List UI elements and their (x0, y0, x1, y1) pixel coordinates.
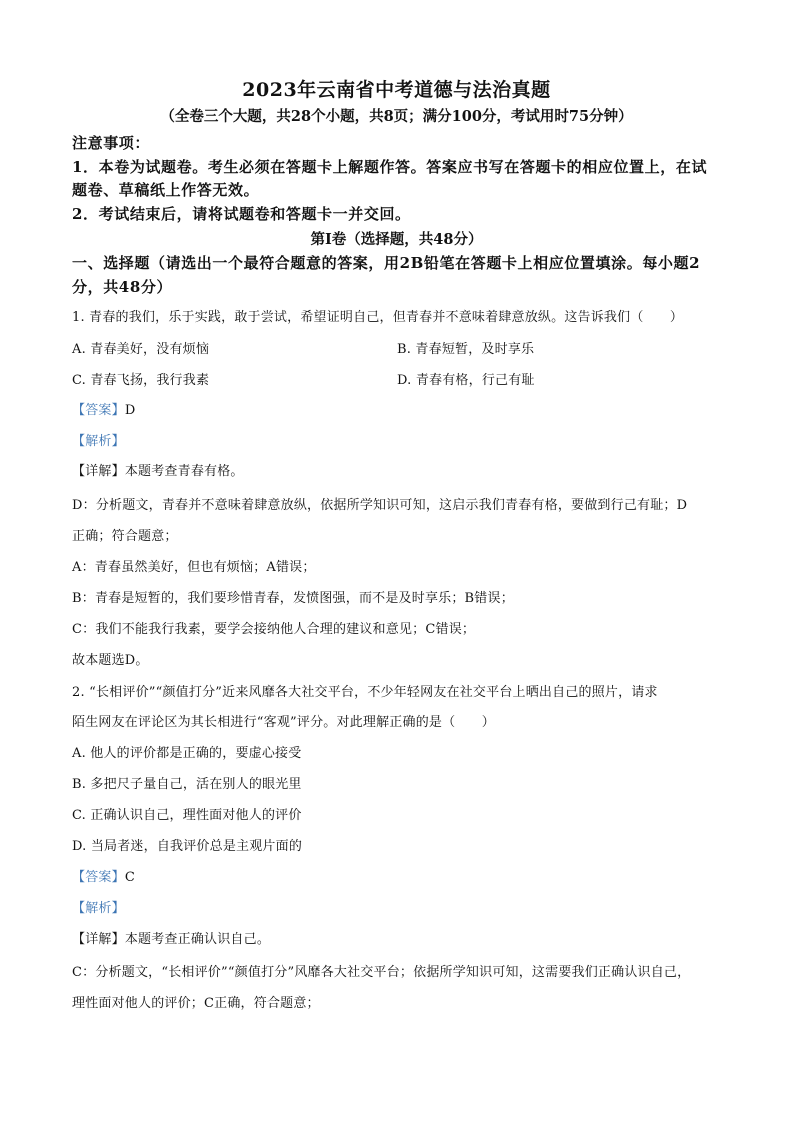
question-2-option-c: C. 正确认识自己，理性面对他人的评价 (72, 808, 302, 823)
notice-item-2: 2．考试结束后，请将试题卷和答题卡一并交回。 (72, 205, 411, 223)
notice-item-1-cont: 题卷、草稿纸上作答无效。 (72, 181, 260, 199)
question-2-explanation-line-2: 理性面对他人的评价；C正确，符合题意； (72, 996, 320, 1011)
question-1-explanation-line-1: D：分析题文，青春并不意味着肆意放纵，依据所学知识可知，这启示我们青春有格，要做到行己有耻；D (72, 498, 688, 513)
question-1-answer (72, 399, 135, 418)
question-2-analysis (72, 897, 125, 916)
notice-heading: 注意事项： (72, 134, 151, 152)
detail-intro: 本题考查青春有格。 (124, 464, 244, 479)
question-1-analysis (72, 430, 125, 449)
question-2-option-a: A. 他人的评价都是正确的，要虚心接受 (72, 746, 302, 761)
question-1-explanation-line-5: C：我们不能我行我素，要学会接纳他人合理的建议和意见；C错误； (72, 622, 476, 637)
section-heading-line-1: 一、选择题（请选出一个最符合题意的答案，用2B铅笔在答题卡上相应位置填涂。每小题2 (72, 254, 701, 272)
question-2-explanation-line-1: C：分析题文，“长相评价”“颜值打分”风靡各大社交平台；依据所学知识可知，这需要我们正确认识自己， (72, 965, 691, 980)
question-2-stem-line-1: 2. “长相评价”“颜值打分”近来风靡各大社交平台，不少年轻网友在社交平台上晒出自己的照片，请求 (72, 685, 658, 700)
section-heading-line-2: 分，共48分） (72, 278, 173, 296)
notice-item-1: 1．本卷为试题卷。考生必须在答题卡上解题作答。答案应书写在答题卡的相应位置上，在试 (72, 158, 708, 176)
question-2-option-b: B. 多把尺子量自己，活在别人的眼光里 (72, 777, 302, 792)
answer-label: 【答案】 (72, 403, 125, 418)
question-1-explanation-line-2: 正确；符合题意； (72, 529, 178, 544)
analysis-label: 【解析】 (72, 901, 125, 916)
document-title: 2023年云南省中考道德与法治真题 (242, 79, 551, 101)
detail-label: 【详解】 (72, 464, 125, 479)
question-1-stem: 1. 青春的我们，乐于实践，敢于尝试，希望证明自己，但青春并不意味着肆意放纵。这告诉我们（ ） (72, 310, 684, 325)
detail-intro: 本题考查正确认识自己。 (124, 932, 271, 947)
question-2-option-d: D. 当局者迷，自我评价总是主观片面的 (72, 839, 303, 854)
answer-value: C (124, 870, 135, 885)
answer-value: D (124, 403, 136, 418)
question-1-explanation-line-6: 故本题选D。 (72, 653, 149, 668)
analysis-label: 【解析】 (72, 434, 125, 449)
question-1-explanation-line-4: B：青春是短暂的，我们要珍惜青春，发愤图强，而不是及时享乐；B错误； (72, 591, 514, 606)
question-2-answer (72, 866, 135, 885)
answer-label: 【答案】 (72, 870, 125, 885)
part-heading: 第Ⅰ卷（选择题，共48分） (310, 231, 483, 248)
question-1-explanation-line-3: A：青春虽然美好，但也有烦恼；A错误； (72, 560, 316, 575)
document-subtitle: （全卷三个大题，共28个小题，共8页；满分100分，考试用时75分钟） (160, 108, 633, 125)
question-1-option-a: A. 青春美好，没有烦恼 (72, 342, 210, 357)
question-2-detail (72, 928, 270, 947)
question-1-option-b: B. 青春短暂，及时享乐 (397, 342, 535, 357)
question-1-option-d: D. 青春有格，行己有耻 (397, 373, 535, 388)
question-1-detail (72, 460, 244, 479)
detail-label: 【详解】 (72, 932, 125, 947)
question-1-option-c: C. 青春飞扬，我行我素 (72, 373, 210, 388)
question-2-stem-line-2: 陌生网友在评论区为其长相进行“客观”评分。对此理解正确的是（ ） (72, 715, 495, 730)
